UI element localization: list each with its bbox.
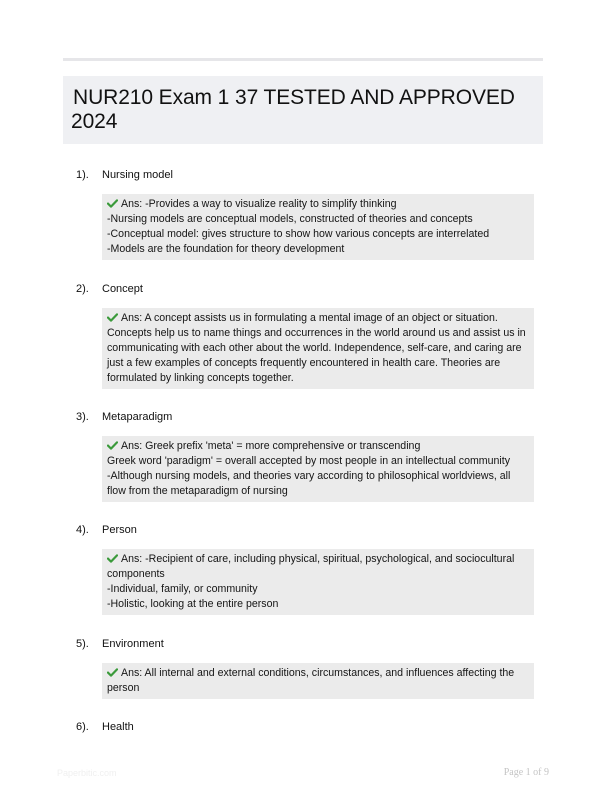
check-icon [107, 199, 118, 208]
question-term: Person [102, 524, 137, 536]
question-number: 2). [76, 283, 89, 295]
question-number: 4). [76, 524, 89, 536]
title-banner [63, 76, 543, 144]
answer-line: components [107, 568, 165, 580]
answer-line: -Nursing models are conceptual models, constructed of theories and concepts [107, 213, 473, 225]
question-number: 3). [76, 411, 89, 423]
answer-line [107, 666, 529, 681]
answer-box [102, 436, 534, 502]
footer-page-number: Page 1 of 9 [503, 767, 549, 778]
page-title-line-2: 2024 [71, 110, 118, 133]
answer-line: Greek word 'paradigm' = overall accepted by most people in an intellectual community [107, 455, 510, 467]
question-term: Environment [102, 638, 164, 650]
answer-text: Ans: -Provides a way to visualize reality to simplify thinking [121, 198, 397, 210]
question-number: 1). [76, 169, 89, 181]
check-icon [107, 313, 118, 322]
answer-box [102, 308, 534, 389]
question-number: 5). [76, 638, 89, 650]
answer-box [102, 194, 534, 260]
footer-site-watermark: Paperbitic.com [57, 768, 117, 778]
answer-text: Ans: -Recipient of care, including physical, spiritual, psychological, and sociocultural [121, 553, 515, 565]
answer-line: -Models are the foundation for theory development [107, 243, 345, 255]
answer-line: -Although nursing models, and theories vary according to philosophical worldviews, all [107, 470, 511, 482]
answer-line: Concepts help us to name things and occurrences in the world around us and assist us in [107, 327, 526, 339]
answer-line [107, 197, 529, 212]
answer-box [102, 549, 534, 615]
answer-line [107, 552, 529, 567]
page-title [71, 86, 535, 134]
answer-text: Ans: Greek prefix 'meta' = more comprehensive or transcending [121, 440, 421, 452]
answer-line: person [107, 682, 140, 694]
answer-line: -Conceptual model: gives structure to show how various concepts are interrelated [107, 228, 490, 240]
check-icon [107, 441, 118, 450]
answer-text: Ans: A concept assists us in formulating a mental image of an object or situation. [121, 312, 498, 324]
check-icon [107, 554, 118, 563]
top-divider [63, 58, 543, 61]
answer-line [107, 311, 529, 326]
answer-line [107, 439, 529, 454]
page-title-line-1: NUR210 Exam 1 37 TESTED AND APPROVED [73, 86, 515, 109]
answer-text: Ans: All internal and external conditions, circumstances, and influences affecting the [121, 667, 515, 679]
question-term: Metaparadigm [102, 411, 173, 423]
answer-line: formulated by linking concepts together. [107, 372, 294, 384]
question-term: Health [102, 721, 134, 733]
question-term: Nursing model [102, 169, 173, 181]
question-number: 6). [76, 721, 89, 733]
answer-line: -Holistic, looking at the entire person [107, 598, 279, 610]
answer-line: just a few examples of concepts frequently encountered in health care. Theories are [107, 357, 501, 369]
check-icon [107, 668, 118, 677]
answer-line: flow from the metaparadigm of nursing [107, 485, 288, 497]
answer-line: communicating with each other about the world. Independence, self-care, and caring are [107, 342, 522, 354]
answer-box [102, 663, 534, 699]
answer-line: -Individual, family, or community [107, 583, 258, 595]
question-term: Concept [102, 283, 143, 295]
